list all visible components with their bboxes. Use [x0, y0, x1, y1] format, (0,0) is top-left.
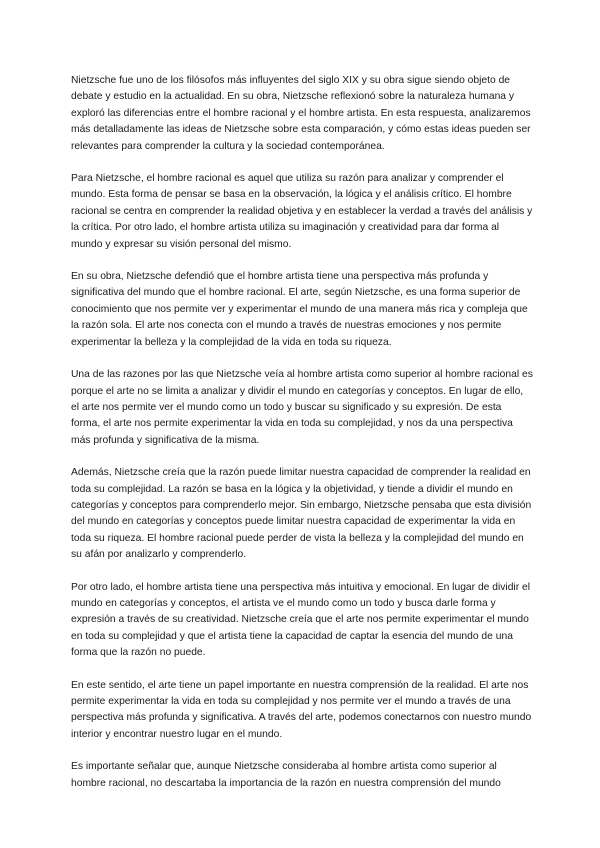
paragraph-intro: Nietzsche fue uno de los filósofos más influyentes del siglo XIX y su obra sigue siendo objeto de debate y estudio en la actualidad. En su obra, Nietzsche reflexionó sobre la naturaleza humana y exploró las diferencias entre el hombre racional y el hombre artista. En esta respuesta, analizaremos más detalladamente las ideas de Nietzsche sobre esta comparación, y cómo estas ideas pueden ser relevantes para comprender la cultura y la sociedad contemporánea.	[71, 75, 531, 152]
paragraph-art-superiority: Una de las razones por las que Nietzsche veía al hombre artista como superior al hombre racional es porque el arte no se limita a analizar y dividir el mundo en categorías y conceptos. En lugar de ello, el arte nos permite ver el mundo como un todo y buscar su significado y su expresión. De esta forma, el arte nos permite experimentar la vida en toda su complejidad, y nos da una perspectiva más profunda y significativa de la misma.	[71, 369, 533, 446]
document-body	[71, 73, 533, 808]
paragraph-conclusion: Es importante señalar que, aunque Nietzsche consideraba al hombre artista como superior al hombre racional, no descartaba la importancia de la razón en nuestra comprensión del mundo	[71, 761, 501, 789]
paragraph-artist-perspective: En su obra, Nietzsche defendió que el hombre artista tiene una perspectiva más profunda y significativa del mundo que el hombre racional. El arte, según Nietzsche, es una forma superior de conocimiento que nos permite ver y experimentar el mundo de una manera más rica y compleja que la razón sola. El arte nos conecta con el mundo a través de nuestras emociones y nos permite experimentar la belleza y la complejidad de la vida en toda su riqueza.	[71, 271, 528, 348]
paragraph-role-of-art: En este sentido, el arte tiene un papel importante en nuestra comprensión de la realidad. El arte nos permite experimentar la vida en toda su complejidad y nos permite ver el mundo a través de una perspectiva más profunda y significativa. A través del arte, podemos conectarnos con nuestro mundo interior y encontrar nuestro lugar en el mundo.	[71, 679, 532, 740]
paragraph-intuitive-artist: Por otro lado, el hombre artista tiene una perspectiva más intuitiva y emocional. En lugar de dividir el mundo en categorías y conceptos, el artista ve el mundo como un todo y busca darle forma y expresión a través de su creatividad. Nietzsche creía que el arte nos permite experimentar el mundo en toda su complejidad y que el artista tiene la capacidad de captar la esencia del mundo de una forma que la razón no puede.	[71, 581, 531, 659]
paragraph-limits-of-reason: Además, Nietzsche creía que la razón puede limitar nuestra capacidad de comprender la realidad en toda su complejidad. La razón se basa en la lógica y la objetividad, y tiende a dividir el mundo en categorías y conceptos para comprenderlo mejor. Sin embargo, Nietzsche pensaba que esta división del mundo en categorías y conceptos puede limitar nuestra capacidad de experimentar la vida en toda su riqueza. El hombre racional puede perder de vista la belleza y la complejidad del mundo en su afán por analizarlo y comprenderlo.	[71, 467, 532, 561]
paragraph-rational-man: Para Nietzsche, el hombre racional es aquel que utiliza su razón para analizar y comprender el mundo. Esta forma de pensar se basa en la observación, la lógica y el análisis crítico. El hombre racional se centra en comprender la realidad objetiva y en establecer la verdad a través del análisis y la crítica. Por otro lado, el hombre artista utiliza su imaginación y creatividad para dar forma al mundo y expresar su visión personal del mismo.	[71, 173, 533, 250]
